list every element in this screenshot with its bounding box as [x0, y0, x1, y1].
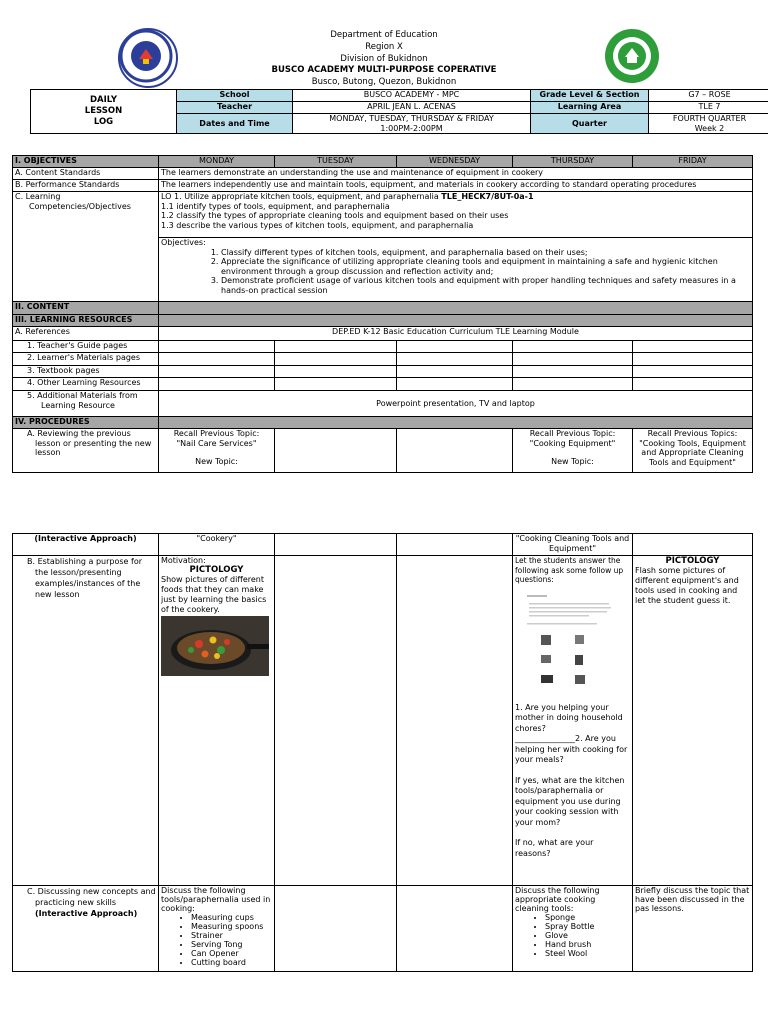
monday-discussion [159, 886, 275, 972]
thursday-review [513, 429, 633, 473]
cell [513, 378, 633, 391]
lo1-code: TLE_HECK7/8UT-0a-1 [441, 192, 534, 201]
tuesday-review [275, 429, 397, 473]
resources-row-fill [159, 315, 753, 327]
thursday-tools-list [515, 913, 630, 958]
friday-purpose [633, 556, 753, 886]
lesson-plan-table-continued [12, 533, 753, 972]
grade-value: G7 – ROSE [649, 90, 768, 102]
thursday-question-1: 1. Are you helping your mother in doing household chores? [515, 702, 623, 733]
objectives-subheading: Objectives: [161, 238, 206, 247]
teacher-label: Teacher [177, 102, 293, 114]
thursday-new-topic: "Cooking Cleaning Tools and Equipment" [513, 534, 633, 556]
content-heading: II. CONTENT [13, 302, 159, 315]
cell [275, 534, 397, 556]
discussing-label [13, 886, 159, 972]
monday-review [159, 429, 275, 473]
content-row-fill [159, 302, 753, 315]
textbook-pages-label: 3. Textbook pages [13, 366, 159, 378]
lo-item-2: 1.2 classify the types of appropriate cleaning tools and equipment based on their uses [161, 211, 509, 220]
thursday-recall: Recall Previous Topic: [529, 429, 616, 438]
cell [513, 366, 633, 378]
tool-item: • Serving Tong [191, 940, 272, 949]
tool-item: • Can Opener [191, 949, 272, 958]
thursday-discussion [513, 886, 633, 972]
monday-purpose [159, 556, 275, 886]
cell [159, 353, 275, 366]
wednesday-review [397, 429, 513, 473]
cell [275, 378, 397, 391]
cell [159, 366, 275, 378]
cell [397, 353, 513, 366]
cell [633, 366, 753, 378]
content-standards-value: The learners demonstrate an understanding the use and maintenance of equipment in cookery [159, 168, 753, 180]
day-friday: FRIDAY [633, 156, 753, 168]
worksheet-image [519, 589, 619, 699]
thursday-purpose [513, 556, 633, 886]
division: Division of Bukidnon [340, 54, 428, 64]
additional-materials-label [13, 391, 159, 417]
other-resources-label: 4. Other Learning Resources [13, 378, 159, 391]
monday-recall: Recall Previous Topic: [173, 429, 260, 438]
cell [159, 341, 275, 353]
monday-new-topic: "Cookery" [159, 534, 275, 556]
cell [513, 341, 633, 353]
lo-item-3: 1.3 describe the various types of kitchen tools, equipment, and paraphernalia [161, 220, 474, 230]
competencies-label-2: Competencies/Objectives [29, 201, 131, 211]
wednesday-discussion [397, 886, 513, 972]
lesson-info-table [30, 89, 768, 134]
interactive-approach-label: (Interactive Approach) [13, 534, 159, 556]
objective-item: 3. Demonstrate proficient usage of various kitchen tools and equipment with proper handling techniques and safety measures in a hands-on practical session [221, 276, 750, 295]
procedures-row-fill [159, 417, 753, 429]
monday-discuss-intro: Discuss the following tools/paraphernalia used in cooking: [161, 886, 271, 913]
additional-label-1: 5. Additional Materials from [27, 391, 138, 400]
cell [633, 353, 753, 366]
monday-previous-topic: "Nail Care Services" [176, 438, 257, 448]
daily-lesson-log-title: DAILY LESSON LOG [31, 90, 177, 134]
wednesday-purpose [397, 556, 513, 886]
lo-item-1: 1.1 identify types of tools, equipment, and paraphernalia [161, 201, 390, 211]
friday-flash-pictures: Flash some pictures of different equipment's and tools used in cooking and let the student guess it. [635, 566, 739, 605]
thursday-previous-topic: "Cooking Equipment" [529, 438, 616, 448]
tool-item: • Spray Bottle [545, 922, 630, 931]
thursday-question-2: _______________2. Are you helping her with cooking for your meals? [515, 734, 628, 764]
references-value: DEP.ED K-12 Basic Education Curriculum TLE Learning Module [159, 327, 753, 341]
pictology-title: PICTOLOGY [189, 564, 244, 575]
lo1-text: LO 1. Utilize appropriate kitchen tools, equipment, and paraphernalia [161, 192, 442, 201]
busco-academy-logo [603, 27, 661, 85]
learning-area-label: Learning Area [531, 102, 649, 114]
cell [159, 378, 275, 391]
tool-item: • Hand brush [545, 940, 630, 949]
tuesday-purpose [275, 556, 397, 886]
cell [633, 341, 753, 353]
school-name: BUSCO ACADEMY MULTI-PURPOSE COPERATIVE [271, 65, 497, 75]
discussing-label-text: C. Discussing new concepts and practicing new skills [27, 887, 156, 907]
cell [397, 378, 513, 391]
tool-item: • Steel Wool [545, 949, 630, 958]
grade-label: Grade Level & Section [531, 90, 649, 102]
lo1-line [161, 192, 750, 202]
tool-item: • Sponge [545, 913, 630, 922]
dates-value [293, 114, 531, 134]
cell [397, 341, 513, 353]
performance-standards-label: B. Performance Standards [13, 180, 159, 192]
quarter-value [649, 114, 768, 134]
tool-item: • Glove [545, 931, 630, 940]
references-label: A. References [13, 327, 159, 341]
dates-days: MONDAY, TUESDAY, THURSDAY & FRIDAY [329, 114, 494, 123]
lesson-plan-table [12, 155, 753, 473]
cell [397, 534, 513, 556]
cell [275, 353, 397, 366]
objective-item: 2. Appreciate the significance of utilizing appropriate cleaning tools and equipment in maintaining a safe and hygienic kitchen environment through a group discussion and reflection activity and; [221, 257, 750, 276]
objectives-heading: I. OBJECTIVES [13, 156, 159, 168]
motivation-label: Motivation: [161, 556, 206, 565]
monday-show-pictures: Show pictures of different foods that they can make just by learning the basics of the cookery. [161, 575, 267, 614]
school-address: Busco, Butong, Quezon, Bukidnon [311, 77, 457, 87]
additional-label-2: Learning Resource [41, 400, 115, 410]
learning-outcome [159, 192, 753, 238]
cell [275, 366, 397, 378]
quarter-label: Quarter [531, 114, 649, 134]
cooking-pan-image [161, 616, 269, 676]
tool-item: • Strainer [191, 931, 272, 940]
day-tuesday: TUESDAY [275, 156, 397, 168]
dept-name: Department of Education [330, 30, 438, 40]
thursday-question-3: If yes, what are the kitchen tools/paraphernalia or equipment you use during your cooking session with your mom? [515, 775, 625, 827]
objective-item: 1. Classify different types of kitchen tools, equipment, and paraphernalia based on their uses; [221, 248, 750, 258]
school-value: BUSCO ACADEMY - MPC [293, 90, 531, 102]
content-standards-label: A. Content Standards [13, 168, 159, 180]
procedures-heading: IV. PROCEDURES [13, 417, 159, 429]
teachers-guide-label: 1. Teacher's Guide pages [13, 341, 159, 353]
friday-discussion: Briefly discuss the topic that have been discussed in the pas lessons. [633, 886, 753, 972]
monday-tools-list [161, 913, 272, 967]
region: Region X [365, 42, 403, 52]
friday-review [633, 429, 753, 473]
friday-previous-topics: "Cooking Tools, Equipment and Appropriate Cleaning Tools and Equipment" [639, 438, 746, 467]
day-thursday: THURSDAY [513, 156, 633, 168]
discussing-interactive-approach: (Interactive Approach) [35, 909, 138, 918]
school-label: School [177, 90, 293, 102]
objectives-list [159, 238, 753, 302]
resources-heading: III. LEARNING RESOURCES [13, 315, 159, 327]
thursday-discuss-intro: Discuss the following appropriate cooking cleaning tools: [515, 886, 600, 913]
teacher-value: APRIL JEAN L. ACENAS [293, 102, 531, 114]
cell [633, 534, 753, 556]
dates-label: Dates and Time [177, 114, 293, 134]
objectives-items [161, 248, 750, 296]
day-wednesday: WEDNESDAY [397, 156, 513, 168]
quarter-name: FOURTH QUARTER [672, 114, 747, 123]
reviewing-label: A. Reviewing the previous lesson or presenting the new lesson [13, 429, 159, 473]
cell [513, 353, 633, 366]
thursday-new-topic-label: New Topic: [551, 457, 594, 466]
tool-item: • Measuring spoons [191, 922, 272, 931]
day-monday: MONDAY [159, 156, 275, 168]
dates-time: 1:00PM-2:00PM [380, 123, 443, 133]
additional-materials-value: Powerpoint presentation, TV and laptop [159, 391, 753, 417]
week-label: Week 2 [694, 123, 725, 133]
learning-area-value: TLE 7 [649, 102, 768, 114]
tool-item: • Measuring cups [191, 913, 272, 922]
cell [275, 341, 397, 353]
competencies-label-1: C. Learning [15, 192, 61, 201]
friday-pictology-title: PICTOLOGY [665, 556, 720, 566]
thursday-question-4: If no, what are your reasons? [515, 838, 594, 858]
tool-item: • Cutting board [191, 958, 272, 967]
establishing-purpose-label: B. Establishing a purpose for the lesson/presenting examples/instances of the new lesson [13, 556, 159, 886]
tuesday-discussion [275, 886, 397, 972]
learners-materials-label: 2. Learner's Materials pages [13, 353, 159, 366]
cell [397, 366, 513, 378]
thursday-intro: Let the students answer the following ask some follow up questions: [515, 556, 624, 584]
competencies-label [13, 192, 159, 302]
cell [633, 378, 753, 391]
performance-standards-value: The learners independently use and maintain tools, equipment, and materials in cookery according to standard operating procedures [159, 180, 753, 192]
friday-recall: Recall Previous Topics: [647, 429, 738, 438]
monday-new-topic-label: New Topic: [195, 457, 238, 466]
